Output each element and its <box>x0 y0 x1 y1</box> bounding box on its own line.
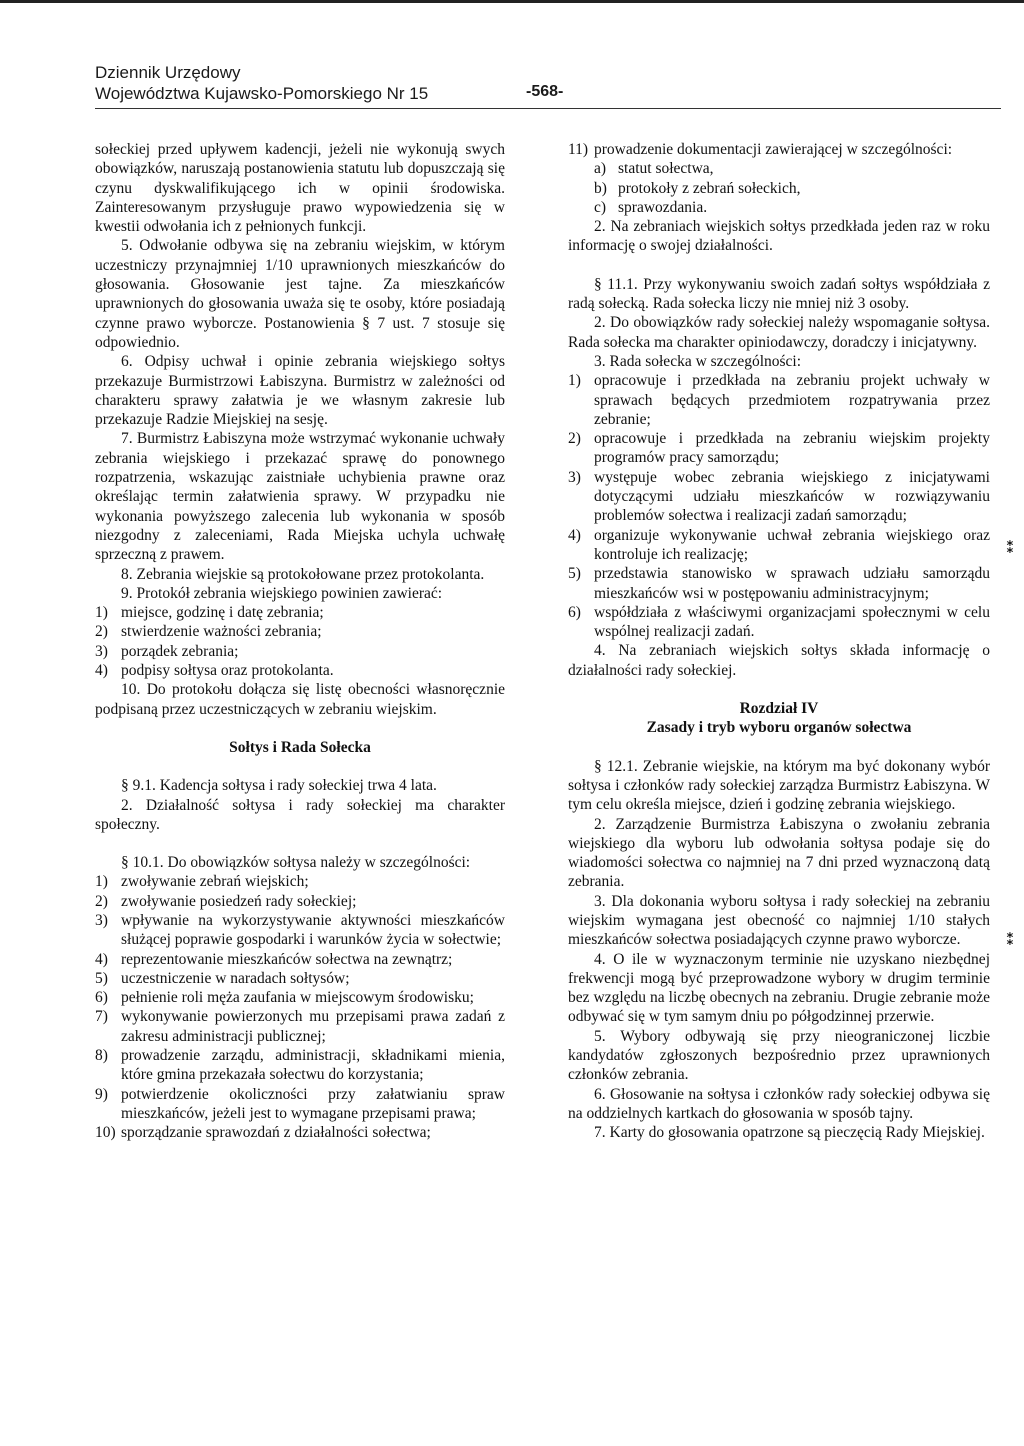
list-item: 2) zwoływanie posiedzeń rady sołeckiej; <box>95 892 357 910</box>
chapter-heading: Rozdział IV <box>739 700 819 718</box>
list-item: 7) wykonywanie powierzonych mu przepisami prawa zadań z zakresu administracji publicznej; <box>95 1008 505 1045</box>
list-item: 5) przedstawia stanowisko w sprawach udziału samorządu mieszkańców wsi w postępowaniu administracyjnym; <box>568 565 990 602</box>
right-column <box>568 140 990 1143</box>
paragraph-10: 10. Do protokołu dołącza się listę obecności własnoręcznie podpisaną przez uczestniczących w zebraniu wiejskim. <box>95 681 505 718</box>
documentation-sublist <box>568 159 990 217</box>
list-item: 4) reprezentowanie mieszkańców sołectwa na zewnątrz; <box>95 950 453 968</box>
journal-title: Dziennik Urzędowy <box>95 63 241 82</box>
paragraph-10-1: § 10.1. Do obowiązków sołtysa należy w szczególności: <box>121 854 471 872</box>
list-item: 6) pełnienie roli męża zaufania w miejscowym środowisku; <box>95 989 474 1007</box>
list-item: 1) miejsce, godzinę i datę zebrania; <box>95 604 324 622</box>
journal-subtitle: Województwa Kujawsko-Pomorskiego Nr 15 <box>95 84 429 103</box>
margin-scan-mark-icon: ⁑ <box>1006 540 1015 557</box>
paragraph-12-1: § 12.1. Zebranie wiejskie, na którym ma być dokonany wybór sołtysa i członków rady sołeckiej zarządza Burmistrz Łabiszyna. W tym celu określa miejsce, dzień i godzinę zebrania wiejskiego. <box>568 757 990 814</box>
duties-list <box>95 872 505 1142</box>
paragraph-12-2: 2. Zarządzenie Burmistrza Łabiszyna o zwołaniu zebrania wiejskiego dla wyboru lub odwołania sołtysa podaje się do wiadomości sołectwa co najmniej na 7 dni przed wyznaczoną datą zebrania. <box>568 815 990 891</box>
header-rule <box>95 108 1001 109</box>
paragraph-11-1: § 11.1. Przy wykonywaniu swoich zadań sołtys współdziała z radą sołecką. Rada sołecka liczy nie mniej niż 3 osoby. <box>568 275 990 313</box>
paragraph-7: 7. Burmistrz Łabiszyna może wstrzymać wykonanie uchwały zebrania wiejskiego i przekazać sprawę do ponownego rozpatrzenia, wskazując zaistniałe uchybienia prawne oraz określając termin załatwienia sprawy. W przypadku nie wykonania powyższego zalecenia lub wykonania w sposób niezgodny z zaleceniami, Rada Miejska uchyla uchwałę sprzeczną z prawem. <box>95 430 505 564</box>
margin-scan-mark-icon: ⁑ <box>1006 932 1015 949</box>
left-column <box>95 140 505 1143</box>
list-item: c) sprawozdania. <box>594 198 708 216</box>
top-border-line <box>0 0 1024 3</box>
paragraph-9-1: § 9.1. Kadencja sołtysa i rady sołeckiej trwa 4 lata. <box>121 777 437 795</box>
page-header <box>95 62 428 104</box>
paragraph-11-4: 4. Na zebraniach wiejskich sołtys składa informację o działalności rady sołeckiej. <box>568 642 990 679</box>
section-heading: Sołtys i Rada Sołecka <box>229 738 371 756</box>
list-item: 4) podpisy sołtysa oraz protokolanta. <box>95 662 334 680</box>
council-duties-list <box>568 371 990 641</box>
protocol-list <box>95 603 505 680</box>
list-item: 3) występuje wobec zebrania wiejskiego z inicjatywami dotyczącymi udziału mieszkańców w rozwiązywaniu problemów sołectwa i realizacji zadań samorządu; <box>568 468 990 525</box>
list-item: 4) organizuje wykonywanie uchwał zebrania wiejskiego oraz kontroluje ich realizację; <box>568 526 990 563</box>
list-item: b) protokoły z zebrań sołeckich, <box>594 179 801 197</box>
list-item: 2) opracowuje i przedkłada na zebraniu wiejskim projekty programów pracy samorządu; <box>568 430 990 467</box>
list-item: a) statut sołectwa, <box>594 160 714 178</box>
paragraph-11-2: 2. Do obowiązków rady sołeckiej należy wspomaganie sołtysa. Rada sołecka ma charakter opiniodawczy, doradczy i inicjatywny. <box>568 314 990 351</box>
list-item: 8) prowadzenie zarządu, administracji, składnikami mienia, które gmina przekazała sołectwu do korzystania; <box>95 1047 505 1084</box>
list-item: 2) stwierdzenie ważności zebrania; <box>95 623 322 641</box>
paragraph-12-3: 3. Dla dokonania wyboru sołtysa i rady sołeckiej na zebraniu wiejskim wymagana jest obecność co najmniej 1/10 stałych mieszkańców sołectwa posiadających czynne prawo wyborcze. <box>568 892 990 949</box>
paragraph-intro: sołeckiej przed upływem kadencji, jeżeli nie wykonują swych obowiązków, naruszają postanowienia statutu lub dopuszczają się czynu dyskwalifikującego ich w opinii środowiska. Zainteresowanym przysługuje prawo wypowiedzenia się w kwestii odwołania ich z pełnionych funkcji. <box>95 141 505 236</box>
paragraph-12-7: 7. Karty do głosowania opatrzone są pieczęcią Rady Miejskiej. <box>594 1124 985 1142</box>
paragraph-9-2: 2. Działalność sołtysa i rady sołeckiej ma charakter społeczny. <box>95 796 505 833</box>
paragraph-12-4: 4. O ile w wyznaczonym terminie nie uzyskano niezbędnej frekwencji mogą być przeprowadzone wybory w drugim terminie bez względu na liczbę obecnych na zebraniu. Drugie zebranie może odbywać się w tym samym dniu po półgodzinnej przerwie. <box>568 950 990 1026</box>
paragraph-5: 5. Odwołanie odbywa się na zebraniu wiejskim, w którym uczestniczy przynajmniej 1/10 uprawnionych mieszkańców do głosowania. Głosowanie jest tajne. Za mieszkańców uprawnionych do głosowania uważa się te osoby, które posiadają czynne prawo wyborcze. Postanowienia § 7 ust. 7 stosuje się odpowiednio. <box>95 237 505 351</box>
page-number: -568- <box>526 83 564 100</box>
list-item: 6) współdziała z właściwymi organizacjami społecznymi w celu wspólnej realizacji zadań. <box>568 603 990 641</box>
list-item: 1) zwoływanie zebrań wiejskich; <box>95 873 309 891</box>
list-item: 1) opracowuje i przedkłada na zebraniu projekt uchwały w sprawach będących przedmiotem rozpatrywania przez zebranie; <box>568 372 990 428</box>
chapter-title: Zasady i tryb wyboru organów sołectwa <box>646 719 912 737</box>
list-item: 9) potwierdzenie okoliczności przy załatwianiu spraw mieszkańców, jeżeli jest to wymagane przepisami prawa; <box>95 1085 505 1122</box>
list-item: 10) sporządzanie sprawozdań z działalności sołectwa; <box>95 1124 431 1142</box>
list-item: 5) uczestniczenie w naradach sołtysów; <box>95 969 350 987</box>
paragraph-9: 9. Protokół zebrania wiejskiego powinien zawierać: <box>121 584 443 602</box>
paragraph-10-2: 2. Na zebraniach wiejskich sołtys przedkłada jeden raz w roku informację o swojej działalności. <box>568 218 990 255</box>
paragraph-6: 6. Odpisy uchwał i opinie zebrania wiejskiego sołtys przekazuje Burmistrzowi Łabiszyna. Burmistrz w zależności od charakteru sprawy załatwia je we własnym zakresie lub przekazuje Radzie Miejskiej na sesję. <box>95 353 505 429</box>
list-item: 3) porządek zebrania; <box>95 642 239 660</box>
list-item: 3) wpływanie na wykorzystywanie aktywności mieszkańców służącej poprawie gospodarki i warunków życia w sołectwie; <box>95 911 505 949</box>
paragraph-12-5: 5. Wybory odbywają się przy nieograniczonej liczbie kandydatów zgłoszonych bezpośrednio przez uprawnionych członków zebrania. <box>568 1027 990 1084</box>
paragraph-11-3: 3. Rada sołecka w szczególności: <box>594 352 802 370</box>
list-item: 11) prowadzenie dokumentacji zawierającej w szczególności: <box>568 141 953 158</box>
paragraph-12-6: 6. Głosowanie na sołtysa i członków rady sołeckiej odbywa się na oddzielnych kartkach do głosowania w sposób tajny. <box>568 1085 990 1122</box>
paragraph-8: 8. Zebrania wiejskie są protokołowane przez protokolanta. <box>121 565 485 583</box>
